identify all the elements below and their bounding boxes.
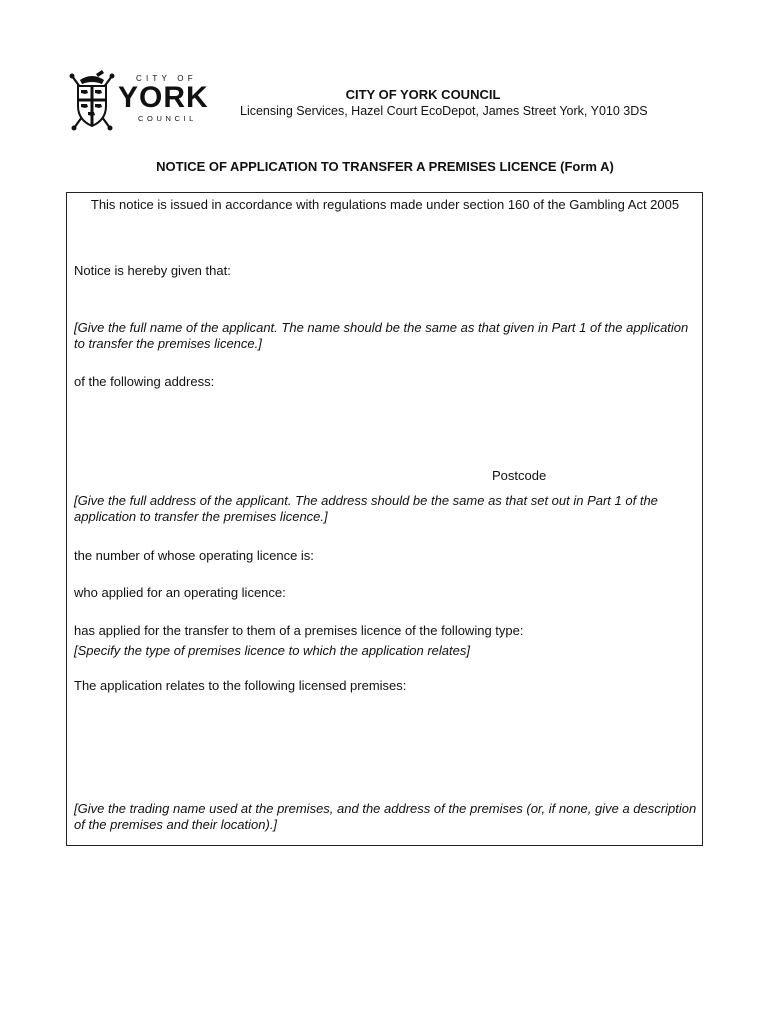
premises-hint: [Give the trading name used at the premises, and the address of the premises (or, if none, give a description of the premises and their location).]	[74, 801, 697, 832]
notice-given-text: Notice is hereby given that:	[74, 263, 231, 278]
logo-council: COUNCIL	[138, 114, 197, 123]
intro-text: This notice is issued in accordance with regulations made under section 160 of the Gambling Act 2005	[90, 197, 680, 212]
organisation-address: Licensing Services, Hazel Court EcoDepot, James Street York, Y010 3DS	[240, 104, 648, 118]
postcode-label: Postcode	[492, 468, 547, 483]
address-label: of the following address:	[74, 374, 215, 389]
york-council-logo	[66, 70, 218, 134]
logo-city-of: CITY OF	[136, 74, 197, 83]
transfer-type-label: has applied for the transfer to them of a premises licence of the following type:	[74, 623, 524, 638]
licence-type-hint: [Specify the type of premises licence to which the application relates]	[74, 643, 470, 658]
applied-operating-licence-label: who applied for an operating licence:	[74, 585, 286, 600]
form-title: NOTICE OF APPLICATION TO TRANSFER A PREMISES LICENCE (Form A)	[156, 159, 614, 174]
applicant-name-hint: [Give the full name of the applicant. The name should be the same as that given in Part 1 of the application to transfer the premises licence.]	[74, 320, 689, 351]
logo-york: YORK	[118, 81, 209, 114]
operating-licence-number-label: the number of whose operating licence is:	[74, 548, 314, 563]
coat-of-arms-icon	[66, 70, 118, 134]
organisation-name: CITY OF YORK COUNCIL	[345, 87, 501, 102]
licensed-premises-label: The application relates to the following licensed premises:	[74, 678, 407, 693]
applicant-address-hint: [Give the full address of the applicant. The address should be the same as that set out in Part 1 of the application to transfer the premises licence.]	[74, 493, 658, 524]
